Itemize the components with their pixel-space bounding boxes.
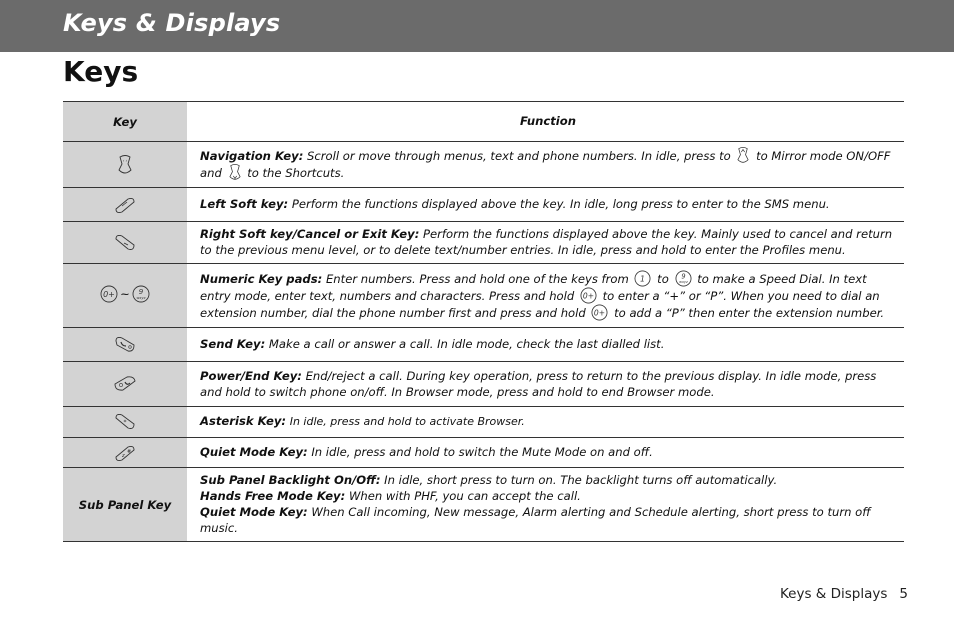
key-cell bbox=[63, 468, 187, 542]
svg-text:#: # bbox=[127, 448, 132, 455]
zero-key-icon bbox=[591, 304, 608, 321]
function-label: Power/End Key: bbox=[200, 368, 302, 383]
svg-text:*: * bbox=[123, 419, 127, 427]
nine-key-icon bbox=[675, 270, 692, 287]
table-header-row bbox=[63, 102, 904, 142]
function-label: Right Soft key/Cancel or Exit Key: bbox=[200, 227, 420, 241]
sub-panel-key-label: Sub Panel Key bbox=[78, 497, 172, 512]
left-soft-key-icon bbox=[114, 197, 136, 213]
table-row bbox=[63, 188, 904, 222]
table-row bbox=[63, 362, 904, 407]
svg-text:z: z bbox=[122, 452, 125, 459]
function-cell bbox=[187, 142, 904, 188]
function-label: Hands Free Mode Key: bbox=[200, 489, 346, 503]
column-header-function: Function bbox=[187, 102, 904, 142]
sub-panel-line bbox=[200, 504, 896, 536]
navigation-side-key-icon bbox=[228, 164, 242, 181]
zero-key-icon bbox=[100, 285, 118, 303]
send-key-icon bbox=[114, 337, 136, 353]
page-number: 5 bbox=[899, 586, 908, 602]
function-text: to add a “P” then enter the extension number. bbox=[614, 305, 885, 320]
page-footer bbox=[780, 586, 908, 602]
table-row bbox=[63, 438, 904, 468]
function-text: In idle, press and hold to switch the Mute Mode on and off. bbox=[311, 445, 653, 459]
function-text: to the Shortcuts. bbox=[247, 166, 345, 180]
function-label: Asterisk Key: bbox=[200, 414, 287, 428]
function-text: to enter a “+” or “P”. When you need to dial an extension number, dial the phone number first and press and hold bbox=[200, 288, 880, 320]
svg-text:wxyz: wxyz bbox=[678, 279, 688, 284]
right-soft-key-icon bbox=[114, 235, 136, 251]
function-text: to bbox=[657, 271, 669, 286]
numeric-keys-icon bbox=[100, 285, 150, 303]
key-range-separator: ~ bbox=[120, 286, 130, 301]
nine-key-icon bbox=[132, 285, 150, 303]
quiet-mode-key-icon bbox=[114, 445, 136, 461]
key-cell bbox=[63, 328, 187, 362]
key-cell bbox=[63, 407, 187, 438]
navigation-key-icon bbox=[117, 155, 133, 175]
key-cell bbox=[63, 438, 187, 468]
function-cell bbox=[187, 222, 904, 264]
function-label: Left Soft key: bbox=[200, 197, 289, 211]
function-label: Quiet Mode Key: bbox=[200, 505, 308, 519]
navigation-up-key-icon bbox=[736, 147, 750, 164]
function-text: Make a call or answer a call. In idle mode, check the last dialled list. bbox=[268, 337, 665, 351]
function-cell bbox=[187, 264, 904, 328]
function-label: Numeric Key pads: bbox=[200, 271, 323, 286]
svg-text:0+: 0+ bbox=[103, 289, 116, 299]
section-title: Keys & Displays bbox=[63, 9, 281, 37]
function-text: In idle, short press to turn on. The backlight turns off automatically. bbox=[384, 473, 778, 487]
function-cell bbox=[187, 188, 904, 222]
function-cell bbox=[187, 407, 904, 438]
table-row bbox=[63, 407, 904, 438]
function-text: In idle, press and hold to activate Browser. bbox=[289, 415, 525, 428]
table-row bbox=[63, 222, 904, 264]
svg-text:9: 9 bbox=[680, 272, 686, 280]
asterisk-key-icon bbox=[114, 414, 136, 430]
table-row bbox=[63, 264, 904, 328]
function-cell bbox=[187, 438, 904, 468]
sub-panel-line bbox=[200, 472, 896, 488]
zero-key-icon bbox=[580, 287, 597, 304]
function-cell bbox=[187, 468, 904, 542]
function-text: Perform the functions displayed above the key. In idle, long press to enter to the SMS menu. bbox=[291, 197, 830, 211]
table-row bbox=[63, 142, 904, 188]
footer-section: Keys & Displays bbox=[779, 586, 888, 602]
key-cell bbox=[63, 362, 187, 407]
svg-text:1: 1 bbox=[640, 273, 646, 283]
header-bar bbox=[0, 0, 954, 52]
function-text: Scroll or move through menus, text and phone numbers. In idle, press to bbox=[307, 149, 731, 163]
sub-panel-line bbox=[200, 488, 896, 504]
svg-text:wxyz: wxyz bbox=[136, 295, 146, 300]
function-text: to make a Speed Dial. In text entry mode, enter text, numbers and characters. Press and hold bbox=[200, 271, 867, 303]
function-cell bbox=[187, 362, 904, 407]
function-label: Quiet Mode Key: bbox=[200, 445, 308, 459]
function-label: Sub Panel Backlight On/Off: bbox=[200, 473, 381, 487]
function-text: Perform the functions displayed above the key. Mainly used to cancel and return to the previous menu level, or to delete text/number entries. In idle, press and hold to enter the Profiles menu. bbox=[200, 227, 893, 257]
function-label: Send Key: bbox=[200, 337, 266, 351]
keys-table bbox=[63, 101, 904, 542]
function-label: Navigation Key: bbox=[200, 149, 304, 163]
key-cell bbox=[63, 188, 187, 222]
function-text: When with PHF, you can accept the call. bbox=[348, 489, 581, 503]
svg-text:0+: 0+ bbox=[582, 290, 594, 300]
function-text: When Call incoming, New message, Alarm alerting and Schedule alerting, short press to turn off music. bbox=[200, 505, 871, 535]
function-text: End/reject a call. During key operation, press to return to the previous display. In idle mode, press and hold to switch phone on/off. In Browser mode, press and hold to end Browser mode. bbox=[200, 368, 877, 399]
column-header-key: Key bbox=[63, 102, 187, 142]
function-text: to Mirror mode ON/OFF and bbox=[200, 149, 891, 180]
key-cell bbox=[63, 264, 187, 328]
key-cell bbox=[63, 222, 187, 264]
svg-text:0+: 0+ bbox=[594, 307, 606, 317]
function-text: Enter numbers. Press and hold one of the keys from bbox=[325, 271, 629, 286]
power-end-key-icon bbox=[113, 376, 137, 392]
svg-text:‹ ›: ‹ › bbox=[122, 157, 128, 163]
function-cell bbox=[187, 328, 904, 362]
page-title: Keys bbox=[63, 55, 139, 88]
table-row bbox=[63, 468, 904, 542]
one-key-icon bbox=[634, 270, 651, 287]
svg-text:9: 9 bbox=[138, 287, 144, 296]
key-cell bbox=[63, 142, 187, 188]
table-row bbox=[63, 328, 904, 362]
